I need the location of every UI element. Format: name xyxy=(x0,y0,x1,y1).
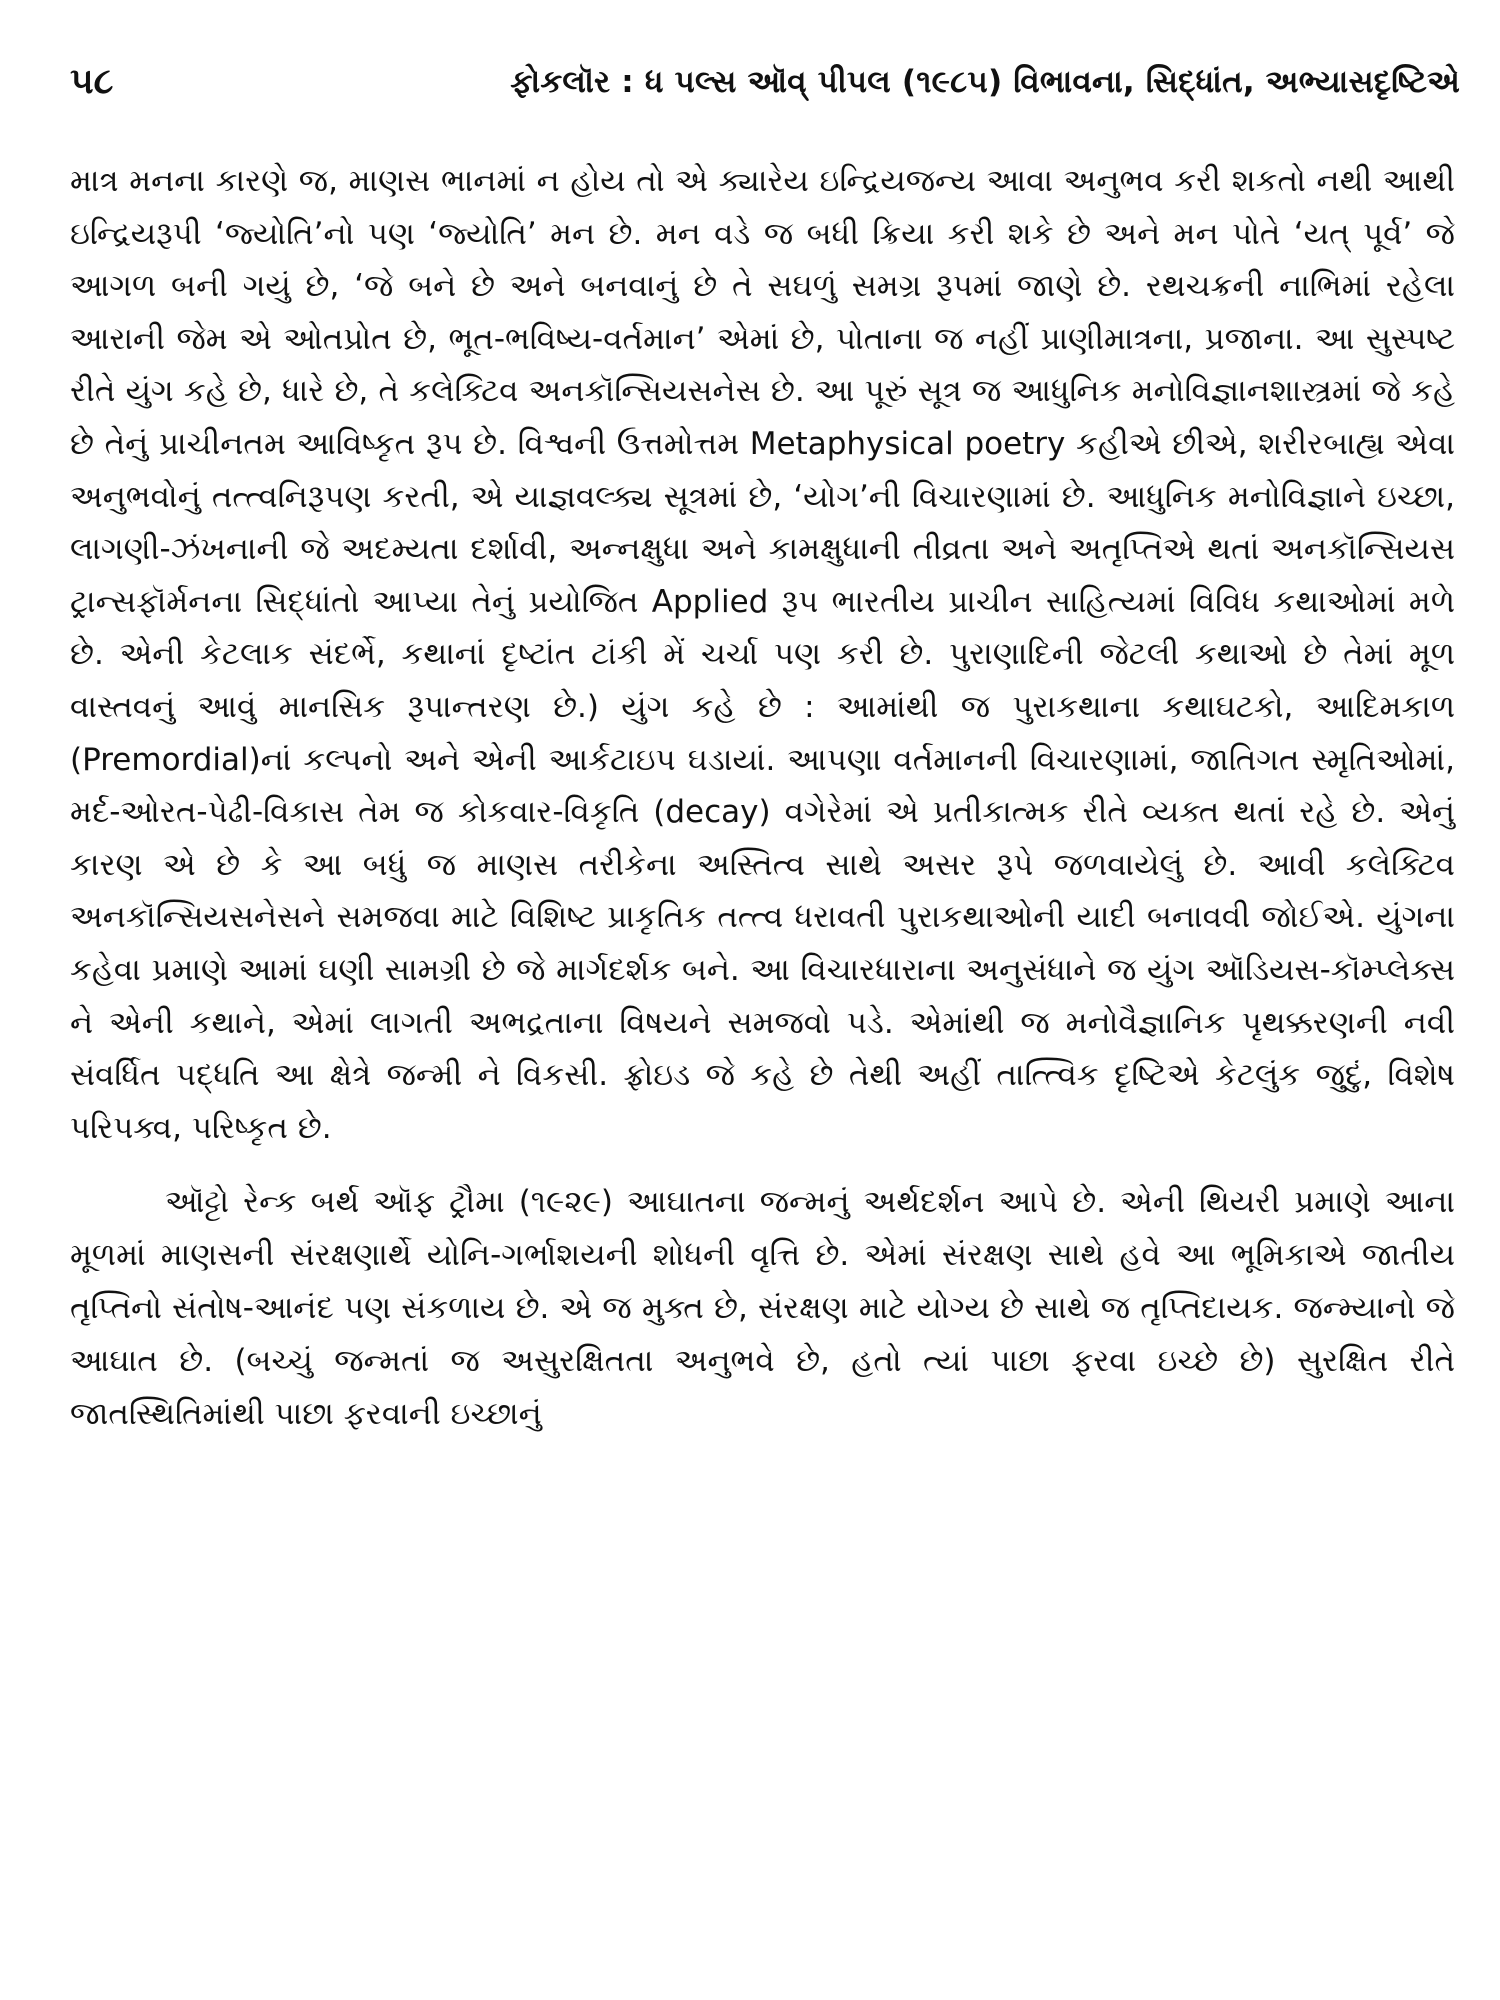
paragraph-2: ઑટ્ટો રેન્ક બર્થ ઑફ ટ્રૌમા (૧૯૨૯) આઘાતના જન્મનું અર્થદર્શન આપે છે. એની થિયરી પ્રમાણે આના મૂળમાં માણસની સંરક્ષણાર્થે યોનિ-ગર્ભાશયની શોધની વૃત્તિ છે. એમાં સંરક્ષણ સાથે હવે આ ભૂમિકાએ જાતીય તૃપ્તિનો સંતોષ-આનંદ પણ સંકળાય છે. એ જ મુક્ત છે, સંરક્ષણ માટે યોગ્ય છે સાથે જ તૃપ્તિદાયક. જન્મ્યાનો જે આઘાત છે. (બચ્ચું જન્મતાં જ અસુરક્ષિતતા અનુભવે છે, હતો ત્યાં પાછા ફરવા ઇચ્છે છે) સુરક્ષિત રીતે જાતસ્થિતિમાંથી પાછા ફરવાની ઇચ્છાનું xyxy=(70,1184,1455,1433)
running-title: ફોકલૉર : ધ પલ્સ ઑવ્ પીપલ (૧૯૮૫) વિભાવના, સિદ્ધાંત, અભ્યાસદૃષ્ટિએ xyxy=(510,63,1460,100)
body-text xyxy=(70,155,1455,1441)
page-header xyxy=(70,52,1460,112)
page-number: ૫૮ xyxy=(70,61,114,102)
paragraph-1: માત્ર મનના કારણે જ, માણસ ભાનમાં ન હોય તો એ ક્યારેય ઇન્દ્રિયજન્ય આવા અનુભવ કરી શકતો નથી આથી ઇન્દ્રિયરૂપી ‘જ્યોતિ’નો પણ ‘જ્યોતિ’ મન છે. મન વડે જ બધી ક્રિયા કરી શકે છે અને મન પોતે ‘યત્ પૂર્વ’ જે આગળ બની ગયું છે, ‘જે બને છે અને બનવાનું છે તે સઘળું સમગ્ર રૂપમાં જાણે છે. રથચક્રની નાભિમાં રહેલા આરાની જેમ એ ઓતપ્રોત છે, ભૂત-ભવિષ્ય-વર્તમાન’ એમાં છે, પોતાના જ નહીં પ્રાણીમાત્રના, પ્રજાના. આ સુસ્પષ્ટ રીતે યુંગ કહે છે, ધારે છે, તે કલેક્ટિવ અનકૉન્સિયસનેસ છે. આ પૂરું સૂત્ર જ આધુનિક મનોવિજ્ઞાનશાસ્ત્રમાં જે કહે છે તેનું પ્રાચીનતમ આવિષ્કૃત રૂપ છે. વિશ્વની ઉત્તમોત્તમ Metaphysical poetry કહીએ છીએ, શરીરબાહ્ય એવા અનુભવોનું તત્ત્વનિરૂપણ કરતી, એ યાજ્ઞવલ્ક્ય સૂત્રમાં છે, ‘યોગ’ની વિચારણામાં છે. આધુનિક મનોવિજ્ઞાને ઇચ્છા, લાગણી-ઝંખનાની જે અદમ્યતા દર્શાવી, અન્નક્ષુધા અને કામક્ષુધાની તીવ્રતા અને અતૃપ્તિએ થતાં અનકૉન્સિયસ ટ્રાન્સફૉર્મનના સિદ્ધાંતો આપ્યા તેનું પ્રયોજિત Applied રૂપ ભારતીય પ્રાચીન સાહિત્યમાં વિવિધ કથાઓમાં મળે છે. એની કેટલાક સંદર્ભે, કથાનાં દૃષ્ટાંત ટાંકી મેં ચર્ચા પણ કરી છે. પુરાણાદિની જેટલી કથાઓ છે તેમાં મૂળ વાસ્તવનું આવું માનસિક રૂપાન્તરણ છે.) યુંગ કહે છે : આમાંથી જ પુરાકથાના કથાઘટકો, આદિમકાળ (Premordial)નાં કલ્પનો અને એની આર્કટાઇપ ઘડાયાં. આપણા વર્તમાનની વિચારણામાં, જાતિગત સ્મૃતિઓમાં, મર્દ-ઓરત-પેઢી-વિકાસ તેમ જ કોકવાર-વિકૃતિ (decay) વગેરેમાં એ પ્રતીકાત્મક રીતે વ્યક્ત થતાં રહે છે. એનું કારણ એ છે કે આ બધું જ માણસ તરીકેના અસ્તિત્વ સાથે અસર રૂપે જળવાયેલું છે. આવી કલેક્ટિવ અનકૉન્સિયસનેસને સમજવા માટે વિશિષ્ટ પ્રાકૃતિક તત્ત્વ ધરાવતી પુરાકથાઓની યાદી બનાવવી જોઈએ. યુંગના કહેવા પ્રમાણે આમાં ઘણી સામગ્રી છે જે માર્ગદર્શક બને. આ વિચારધારાના અનુસંધાને જ યુંગ ઑડિયસ-કૉમ્પ્લેક્સ ને એની કથાને, એમાં લાગતી અભદ્રતાના વિષયને સમજવો પડે. એમાંથી જ મનોવૈજ્ઞાનિક પૃથક્કરણની નવી સંવર્ધિત પદ્ધતિ આ ક્ષેત્રે જન્મી ને વિકસી. ફ્રોઇડ જે કહે છે તેથી અહીં તાત્ત્વિક દૃષ્ટિએ કેટલુંક જુદું, વિશેષ પરિપક્વ, પરિષ્કૃત છે. xyxy=(70,163,1456,1146)
